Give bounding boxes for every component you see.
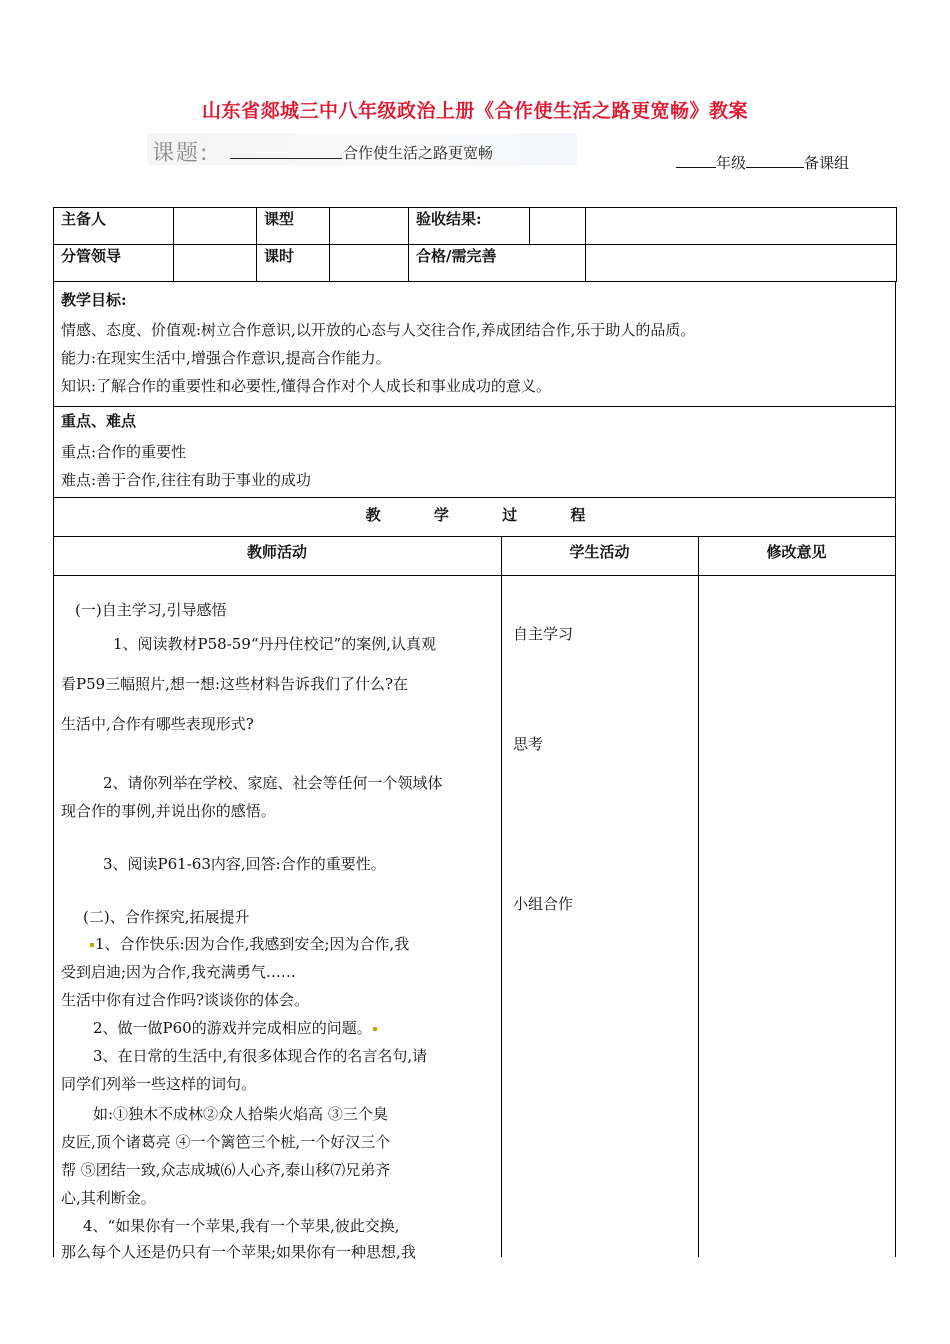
keti-text: 合作使生活之路更宽畅 <box>343 144 494 162</box>
goals-section <box>53 281 896 407</box>
cell-yanshou-value1 <box>530 208 586 245</box>
cell-yanshou: 验收结果: <box>409 208 530 245</box>
goals-line-3: 知识:了解合作的重要性和必要性,懂得合作对个人成长和事业成功的意义。 <box>61 377 551 395</box>
process-heading-row <box>53 498 896 537</box>
teacher-p1-a: 1、阅读教材P58-59“丹丹住校记”的案例,认真观 <box>113 635 436 653</box>
keti-underline <box>230 158 342 159</box>
info-table <box>53 207 897 282</box>
teacher-q2: 2、做一做P60的游戏并完成相应的问题。 <box>93 1017 378 1038</box>
cell-zhubeiren: 主备人 <box>54 208 174 245</box>
teacher-p2-a: 2、请你列举在学校、家庭、社会等任何一个领域体 <box>103 774 443 792</box>
group-label: 备课组 <box>804 154 850 172</box>
cell-fenguan-value <box>174 245 257 282</box>
teacher-section-1: (一)自主学习,引导感悟 <box>75 601 227 619</box>
mark-dot <box>373 1027 377 1031</box>
cell-fenguan: 分管领导 <box>54 245 174 282</box>
cell-kexing: 课型 <box>257 208 330 245</box>
col-border-right <box>895 537 896 1257</box>
goals-line-1: 情感、态度、价值观:树立合作意识,以开放的心态与人交往合作,养成团结合作,乐于助人的品质。 <box>61 321 696 339</box>
student-activity-3: 小组合作 <box>513 895 574 913</box>
teacher-q1-b: 受到启迪;因为合作,我充满勇气…… <box>61 963 296 981</box>
col-border-left <box>53 537 54 1257</box>
col-border-1 <box>501 537 502 1257</box>
keypoints-line-1: 重点:合作的重要性 <box>61 443 187 461</box>
goals-line-2: 能力:在现实生活中,增强合作意识,提高合作能力。 <box>61 349 391 367</box>
grade-group-line <box>676 152 849 173</box>
process-heading: 教 学 过 程 <box>365 506 586 524</box>
col-student-header: 学生活动 <box>569 543 630 561</box>
cell-hege: 合格/需完善 <box>409 245 586 282</box>
keypoints-heading: 重点、难点 <box>61 412 137 430</box>
keti-label: 课题: <box>152 141 210 166</box>
teacher-p3: 3、阅读P61-63内容,回答:合作的重要性。 <box>103 855 386 873</box>
teacher-q3-f: 心,其利断金。 <box>61 1189 156 1207</box>
group-blank <box>746 153 804 168</box>
teacher-q1-c: 生活中你有过合作吗?谈谈你的体会。 <box>61 991 310 1009</box>
process-table <box>53 537 896 1261</box>
cell-kexing-value <box>330 208 409 245</box>
teacher-section-2: (二)、合作探究,拓展提升 <box>83 908 250 926</box>
teacher-q3-e: 帮 ⑤团结一致,众志成城⑹人心齐,泰山移⑺兄弟齐 <box>61 1161 391 1179</box>
teacher-p2-b: 现合作的事例,并说出你的感悟。 <box>61 802 276 820</box>
cell-hege-value <box>586 245 897 282</box>
col-revise-header: 修改意见 <box>766 543 827 561</box>
student-activity-2: 思考 <box>513 735 544 753</box>
goals-heading: 教学目标: <box>61 291 127 309</box>
header-row-divider <box>53 575 896 576</box>
teacher-q3-d: 皮匠,顶个诸葛亮 ④一个篱笆三个桩,一个好汉三个 <box>61 1133 391 1151</box>
teacher-q3-c: 如:①独木不成林②众人拾柴火焰高 ③三个臭 <box>93 1105 388 1123</box>
teacher-q4-a: 4、“如果你有一个苹果,我有一个苹果,彼此交换, <box>83 1217 400 1235</box>
grade-blank <box>676 153 716 168</box>
mark-dot <box>90 943 94 947</box>
col-teacher-header: 教师活动 <box>246 543 307 561</box>
keypoints-section <box>53 407 896 498</box>
keypoints-line-2: 难点:善于合作,往往有助于事业的成功 <box>61 471 311 489</box>
teacher-q3-a: 3、在日常的生活中,有很多体现合作的名言名句,请 <box>93 1047 428 1065</box>
col-border-2 <box>698 537 699 1257</box>
teacher-q4-b: 那么每个人还是仍只有一个苹果;如果你有一种思想,我 <box>61 1243 416 1261</box>
student-activity-1: 自主学习 <box>513 625 574 643</box>
grade-label: 年级 <box>716 154 747 172</box>
document-title: 山东省郯城三中八年级政治上册《合作使生活之路更宽畅》教案 <box>201 100 748 122</box>
teacher-p1-c: 生活中,合作有哪些表现形式? <box>61 715 254 733</box>
teacher-q3-b: 同学们列举一些这样的词句。 <box>61 1075 257 1093</box>
cell-zhubeiren-value <box>174 208 257 245</box>
cell-keshi: 课时 <box>257 245 330 282</box>
cell-keshi-value <box>330 245 409 282</box>
teacher-p1-b: 看P59三幅照片,想一想:这些材料告诉我们了什么?在 <box>61 675 409 693</box>
cell-yanshou-value2 <box>586 208 897 245</box>
teacher-q1-a: 1、合作快乐:因为合作,我感到安全;因为合作,我 <box>89 933 409 954</box>
